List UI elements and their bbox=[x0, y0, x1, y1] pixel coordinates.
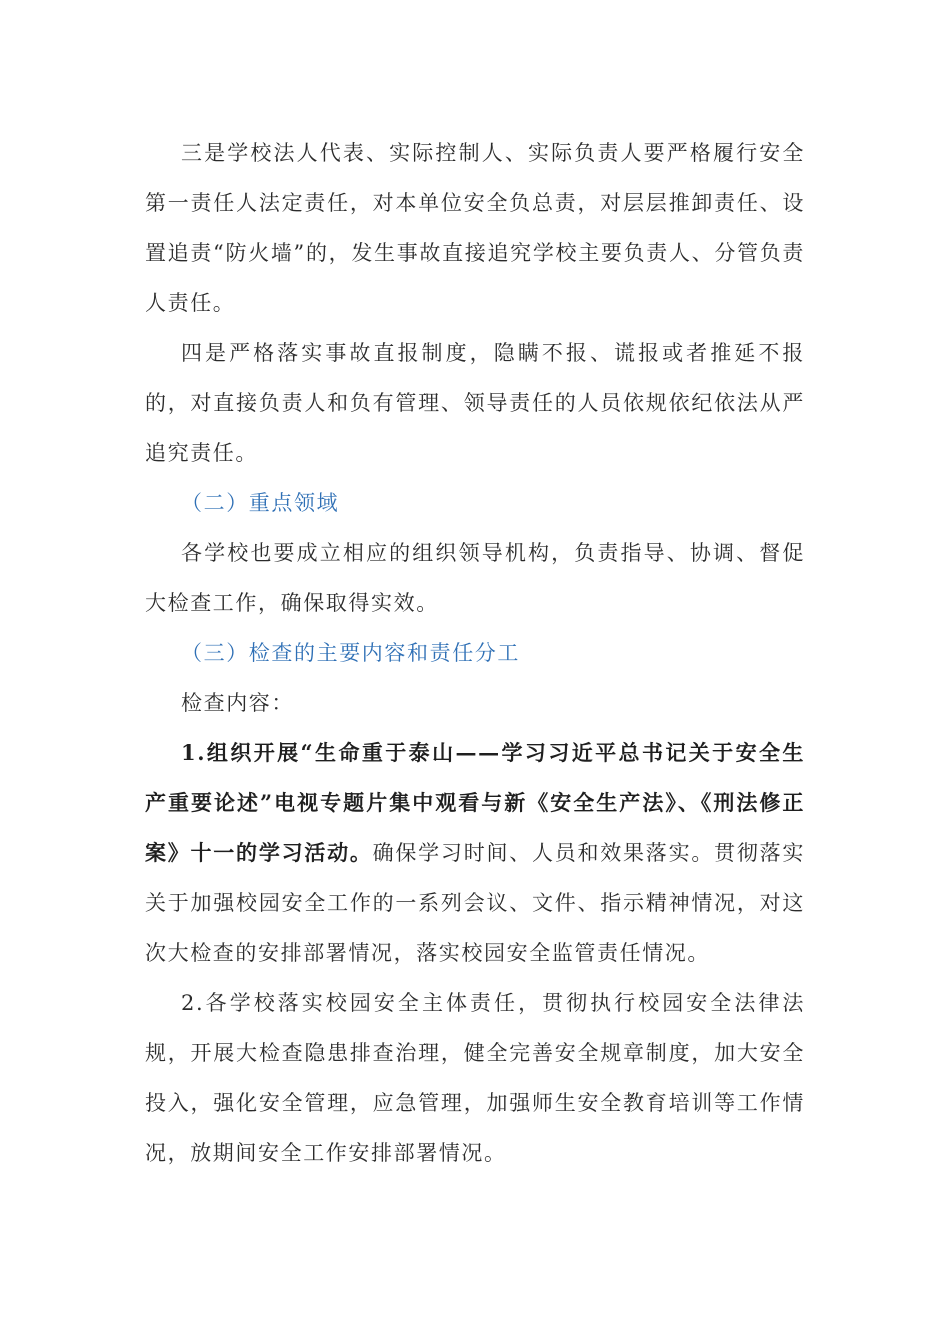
inspection-item-1 bbox=[145, 728, 805, 978]
paragraph-accident-reporting: 四是严格落实事故直报制度，隐瞒不报、谎报或者推延不报的，对直接负责人和负有管理、领导责任的人员依规依纪依法从严追究责任。 bbox=[145, 341, 805, 465]
inspection-content-label: 检查内容： bbox=[181, 691, 294, 715]
inspection-item-2: 2.各学校落实校园安全主体责任，贯彻执行校园安全法律法规，开展大检查隐患排查治理，健全完善安全规章制度，加大安全投入，强化安全管理，应急管理，加强师生安全教育培训等工作情况，放期间安全工作安排部署情况。 bbox=[145, 991, 805, 1165]
inspection-item-1-detail: 确保学习时间、人员和效果落实。贯彻落实关于加强校园安全工作的一系列会议、文件、指示精神情况，对这次大检查的安排部署情况，落实校园安全监管责任情况。 bbox=[145, 841, 805, 965]
section-heading-inspection-content: （三）检查的主要内容和责任分工 bbox=[181, 641, 520, 665]
paragraph-legal-representative-responsibility: 三是学校法人代表、实际控制人、实际负责人要严格履行安全第一责任人法定责任，对本单位安全负总责，对层层推卸责任、设置追责“防火墙”的，发生事故直接追究学校主要负责人、分管负责人责任。 bbox=[145, 141, 805, 315]
document-page bbox=[145, 128, 805, 1178]
inspection-item-1-emphasis: 1.组织开展“生命重于泰山——学习习近平总书记关于安全生产重要论述”电视专题片集中观看与新《安全生产法》、《刑法修正案》十一的学习活动。 bbox=[145, 740, 805, 865]
paragraph-key-areas: 各学校也要成立相应的组织领导机构，负责指导、协调、督促大检查工作，确保取得实效。 bbox=[145, 541, 805, 615]
section-heading-key-areas: （二）重点领域 bbox=[181, 491, 340, 515]
